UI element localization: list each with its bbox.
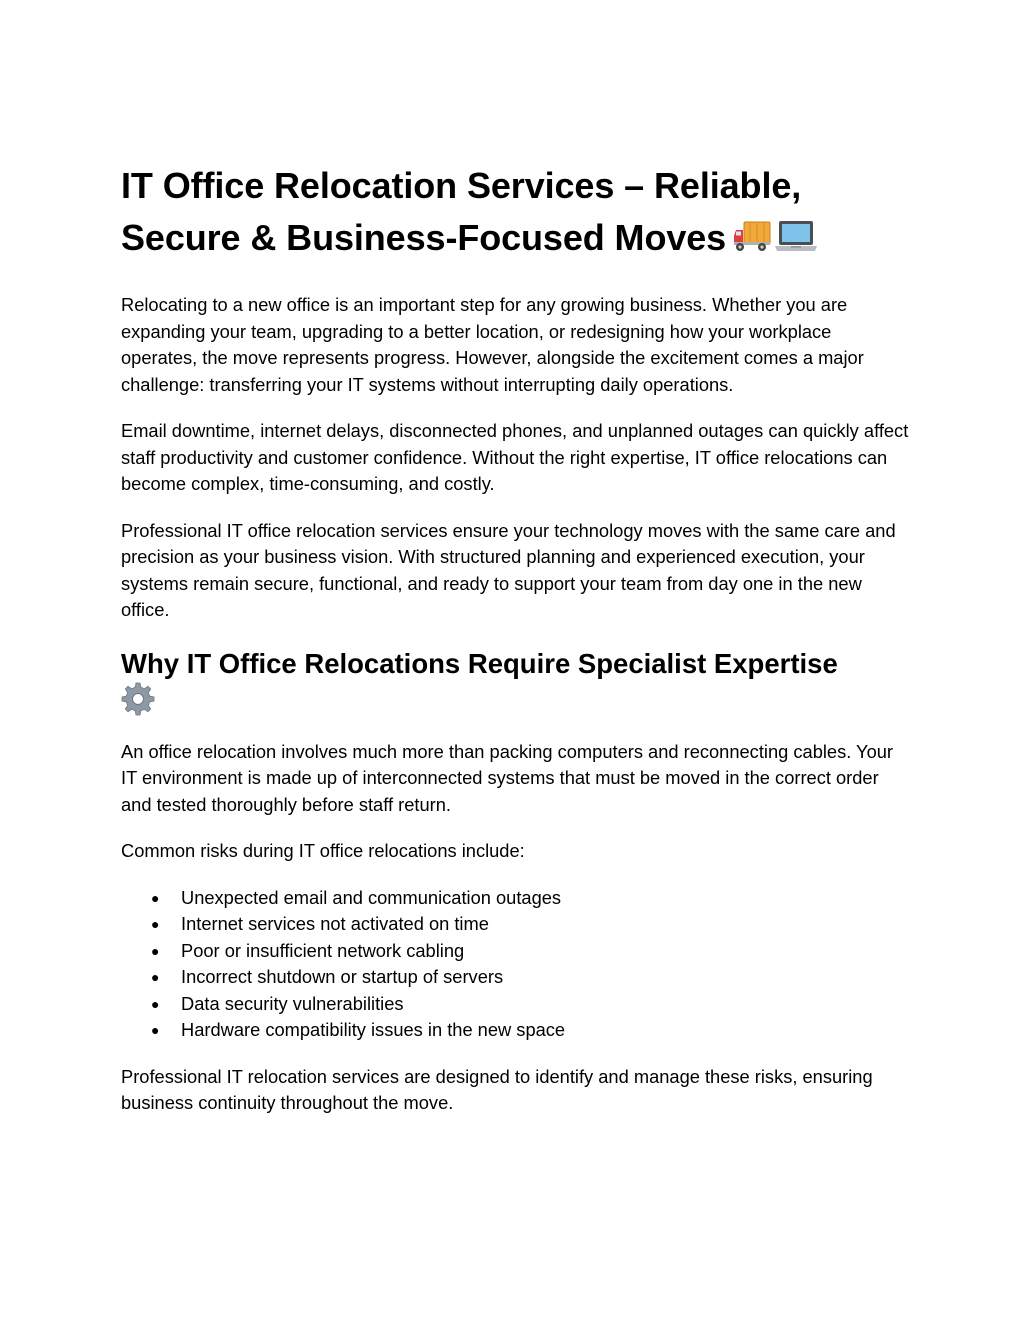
- delivery-truck-icon: [732, 218, 772, 254]
- list-item-text: Unexpected email and communication outages: [181, 886, 562, 908]
- document-page: [121, 160, 911, 1137]
- intro-paragraph: Relocating to a new office is an important step for any growing business. Whether you are expanding your team, upgrading to a better location, or redesigning how your workplace operates, the move represents progress. However, alongside the excitement comes a major challenge: transferring your IT systems without interrupting daily operations.: [121, 294, 864, 395]
- list-item-text: Data security vulnerabilities: [181, 992, 404, 1014]
- intro-paragraph: Email downtime, internet delays, disconnected phones, and unplanned outages can quickly affect staff productivity and customer confidence. Without the right expertise, IT office relocations can become complex, time-consuming, and costly.: [121, 420, 909, 494]
- laptop-icon: [774, 218, 818, 254]
- risk-list: [121, 885, 911, 1044]
- list-item: [121, 964, 911, 991]
- intro-paragraph: Professional IT office relocation services ensure your technology moves with the same care and precision as your business vision. With structured planning and experienced execution, your systems remain secure, functional, and ready to support your team from day one in the new office.: [121, 519, 896, 620]
- list-item: [121, 1017, 911, 1044]
- page-title: [121, 160, 911, 264]
- gear-icon: [121, 682, 155, 716]
- page-title-text: IT Office Relocation Services – Reliable, Secure & Business-Focused Moves: [121, 165, 802, 258]
- closing-paragraph: Professional IT relocation services are designed to identify and manage these risks, ensuring business continuity throughout the move.: [121, 1065, 873, 1113]
- list-item: [121, 938, 911, 965]
- list-item-text: Internet services not activated on time: [181, 913, 489, 934]
- section-heading: [121, 646, 911, 719]
- bullet-icon: ●: [151, 916, 160, 932]
- bullet-icon: ●: [151, 1022, 160, 1038]
- list-item-text: Incorrect shutdown or startup of servers: [181, 966, 504, 987]
- list-item: [121, 885, 911, 912]
- section-heading-text: Why IT Office Relocations Require Specialist Expertise: [121, 647, 838, 679]
- bullet-icon: ●: [151, 889, 160, 906]
- section-paragraph: An office relocation involves much more than packing computers and reconnecting cables. Your IT environment is made up of interconnected systems that must be moved in the correct order and tested thoroughly before staff return.: [121, 740, 893, 815]
- risk-list-intro: Common risks during IT office relocations include:: [121, 840, 525, 861]
- list-item-text: Hardware compatibility issues in the new space: [181, 1019, 566, 1040]
- bullet-icon: ●: [151, 942, 160, 959]
- bullet-icon: ●: [151, 995, 160, 1012]
- list-item: [121, 911, 911, 938]
- list-item-text: Poor or insufficient network cabling: [181, 939, 465, 961]
- bullet-icon: ●: [151, 969, 160, 985]
- list-item: [121, 991, 911, 1018]
